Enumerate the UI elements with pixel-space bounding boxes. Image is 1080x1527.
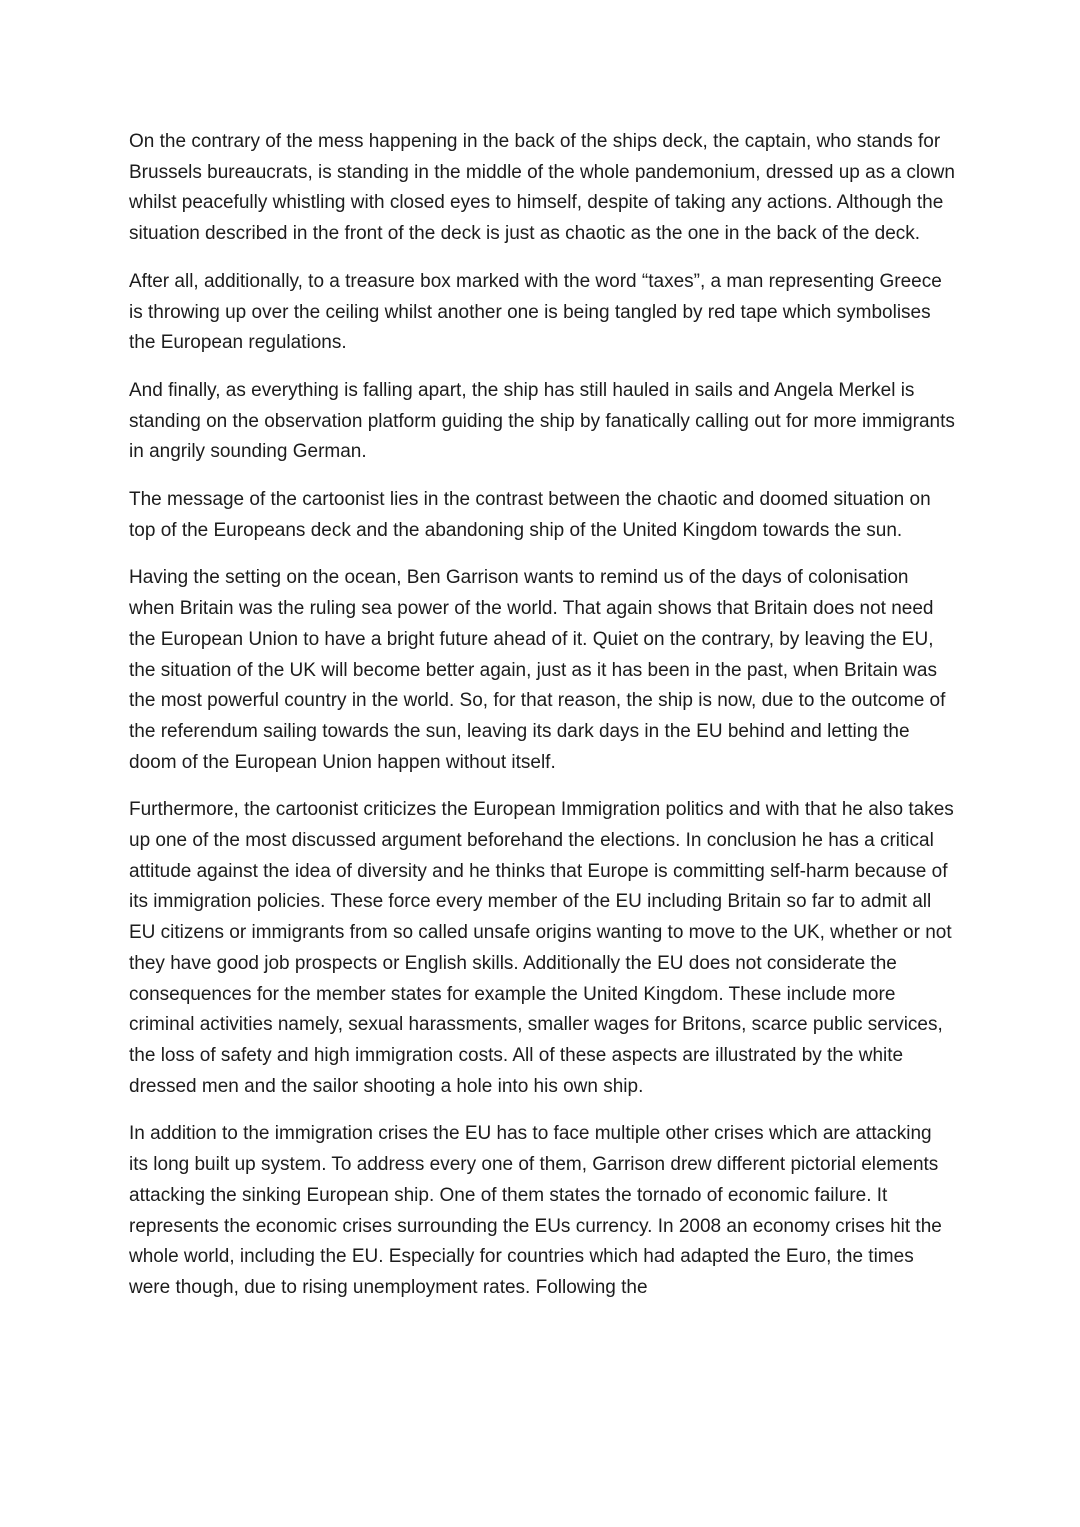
paragraph-merkel: And finally, as everything is falling apart, the ship has still hauled in sails and Angela Merkel is standing on the observation platform guiding the ship by fanatically calling out for more immigrants in angrily sounding German. — [129, 379, 955, 463]
paragraph-captain: On the contrary of the mess happening in the back of the ships deck, the captain, who stands for Brussels bureaucrats, is standing in the middle of the whole pandemonium, dressed up as a clown whilst peacefully whistling with closed eyes to himself, despite of taking any actions. Although the situation described in the front of the deck is just as chaotic as the one in the back of the deck. — [129, 131, 955, 245]
paragraph-message: The message of the cartoonist lies in the contrast between the chaotic and doomed situation on top of the Europeans deck and the abandoning ship of the United Kingdom towards the sun. — [129, 489, 931, 541]
paragraph-colonisation: Having the setting on the ocean, Ben Garrison wants to remind us of the days of colonisation when Britain was the ruling sea power of the world. That again shows that Britain does not need the European Union to have a bright future ahead of it. Quiet on the contrary, by leaving the EU, the situation of the UK will become better again, just as it has been in the past, when Britain was the most powerful country in the world. So, for that reason, the ship is now, due to the outcome of the referendum sailing towards the sun, leaving its dark days in the EU behind and letting the doom of the European Union happen without itself. — [129, 567, 946, 773]
paragraph-treasure-box: After all, additionally, to a treasure box marked with the word “taxes”, a man representing Greece is throwing up over the ceiling whilst another one is being tangled by red tape which symbolises the European regulations. — [129, 270, 942, 354]
paragraph-immigration: Furthermore, the cartoonist criticizes the European Immigration politics and with that he also takes up one of the most discussed argument beforehand the elections. In conclusion he has a critical attitude against the idea of diversity and he thinks that Europe is committing self-harm because of its immigration policies. These force every member of the EU including Britain so far to admit all EU citizens or immigrants from so called unsafe origins wanting to move to the UK, whether or not they have good job prospects or English skills. Additionally the EU does not considerate the consequences for the member states for example the United Kingdom. These include more criminal activities namely, sexual harassments, smaller wages for Britons, scarce public services, the loss of safety and high immigration costs. All of these aspects are illustrated by the white dressed men and the sailor shooting a hole into his own ship. — [129, 799, 954, 1097]
paragraph-crises: In addition to the immigration crises the EU has to face multiple other crises which are attacking its long built up system. To address every one of them, Garrison drew different pictorial elements attacking the sinking European ship. One of them states the tornado of economic failure. It represents the economic crises surrounding the EUs currency. In 2008 an economy crises hit the whole world, including the EU. Especially for countries which had adapted the Euro, the times were though, due to rising unemployment rates. Following the — [129, 1123, 942, 1298]
document-body — [129, 127, 955, 1321]
